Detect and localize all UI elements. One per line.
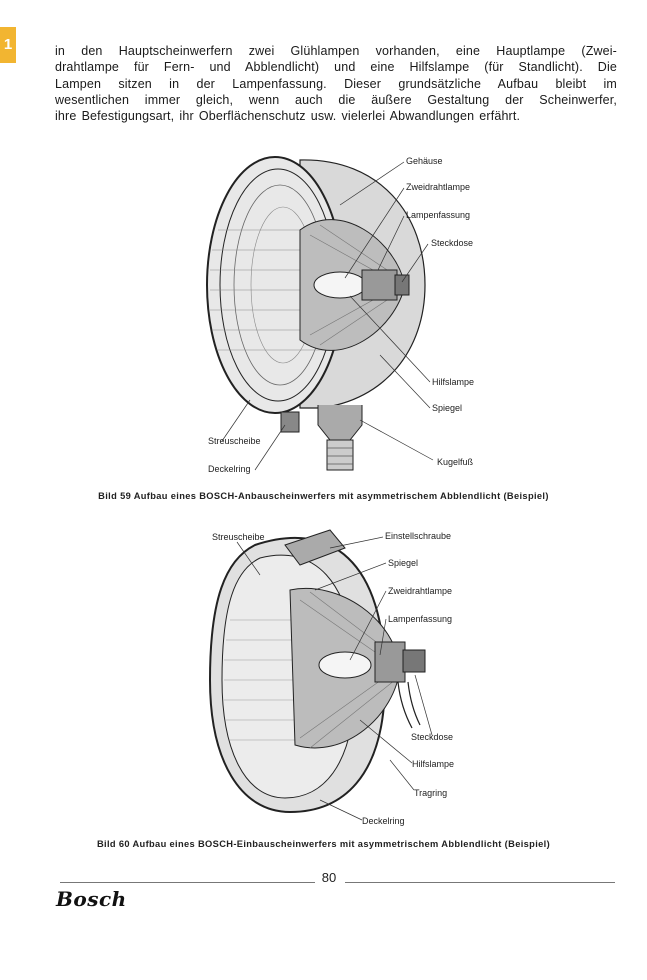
bosch-logo: Bosch	[56, 887, 127, 911]
label-spiegel-2: Spiegel	[388, 558, 419, 568]
headlamp-illustration-1	[207, 157, 425, 470]
figure-caption-59: Bild 59 Aufbau eines BOSCH-Anbauscheinwerfers mit asymmetrischem Abblendlicht (Beispiel)	[98, 491, 549, 501]
figure-caption-60: Bild 60 Aufbau eines BOSCH-Einbauscheinwerfers mit asymmetrischem Abblendlicht (Beispiel)	[96, 839, 551, 849]
page-number: 80	[321, 870, 337, 885]
label-tragring: Tragring	[414, 788, 448, 798]
label-lampenfassung: Lampenfassung	[406, 210, 471, 220]
headlamp-illustration-2	[210, 530, 425, 812]
label-steckdose-2: Steckdose	[411, 732, 454, 742]
label-kugelfuss: Kugelfuß	[437, 457, 474, 467]
label-deckelring: Deckelring	[208, 464, 251, 474]
label-spiegel: Spiegel	[432, 403, 463, 413]
intro-paragraph	[55, 43, 617, 124]
figure-einbauscheinwerfer	[0, 525, 647, 830]
label-steckdose: Steckdose	[431, 238, 474, 248]
label-streuscheibe: Streuscheibe	[208, 436, 261, 446]
footer-rule-right	[345, 882, 615, 883]
label-hilfslampe: Hilfslampe	[432, 377, 475, 387]
intro-line: wesentlichen immer gleich, wenn auch die äußere Gestaltung der Scheinwerfer,	[55, 92, 617, 107]
intro-line: in den Hauptscheinwerfern zwei Glühlampen vorhanden, eine Hauptlampe (Zwei-	[55, 44, 617, 58]
label-gehaeuse: Gehäuse	[406, 156, 443, 166]
label-deckelring-2: Deckelring	[362, 816, 405, 826]
label-streuscheibe-2: Streuscheibe	[212, 532, 265, 542]
intro-line: ihre Befestigungsart, ihr Oberflächenschutz usw. vielerlei Abwandlungen erfährt.	[55, 109, 521, 124]
label-zweidrahtlampe: Zweidrahtlampe	[406, 182, 471, 192]
label-einstellschraube: Einstellschraube	[385, 531, 452, 541]
intro-line: drahtlampe für Fern- und Abblendlicht) und eine Hilfslampe (für Standlicht). Die	[55, 60, 617, 75]
section-tab: 1	[0, 27, 16, 63]
intro-line: Lampen sitzen in der Lampenfassung. Dieser grundsätzliche Aufbau bleibt im	[55, 76, 617, 91]
label-lampenfassung-2: Lampenfassung	[388, 614, 453, 624]
label-hilfslampe-2: Hilfslampe	[412, 759, 455, 769]
figure-anbauscheinwerfer	[0, 148, 647, 483]
footer-rule-left	[60, 882, 315, 883]
label-zweidrahtlampe-2: Zweidrahtlampe	[388, 586, 453, 596]
